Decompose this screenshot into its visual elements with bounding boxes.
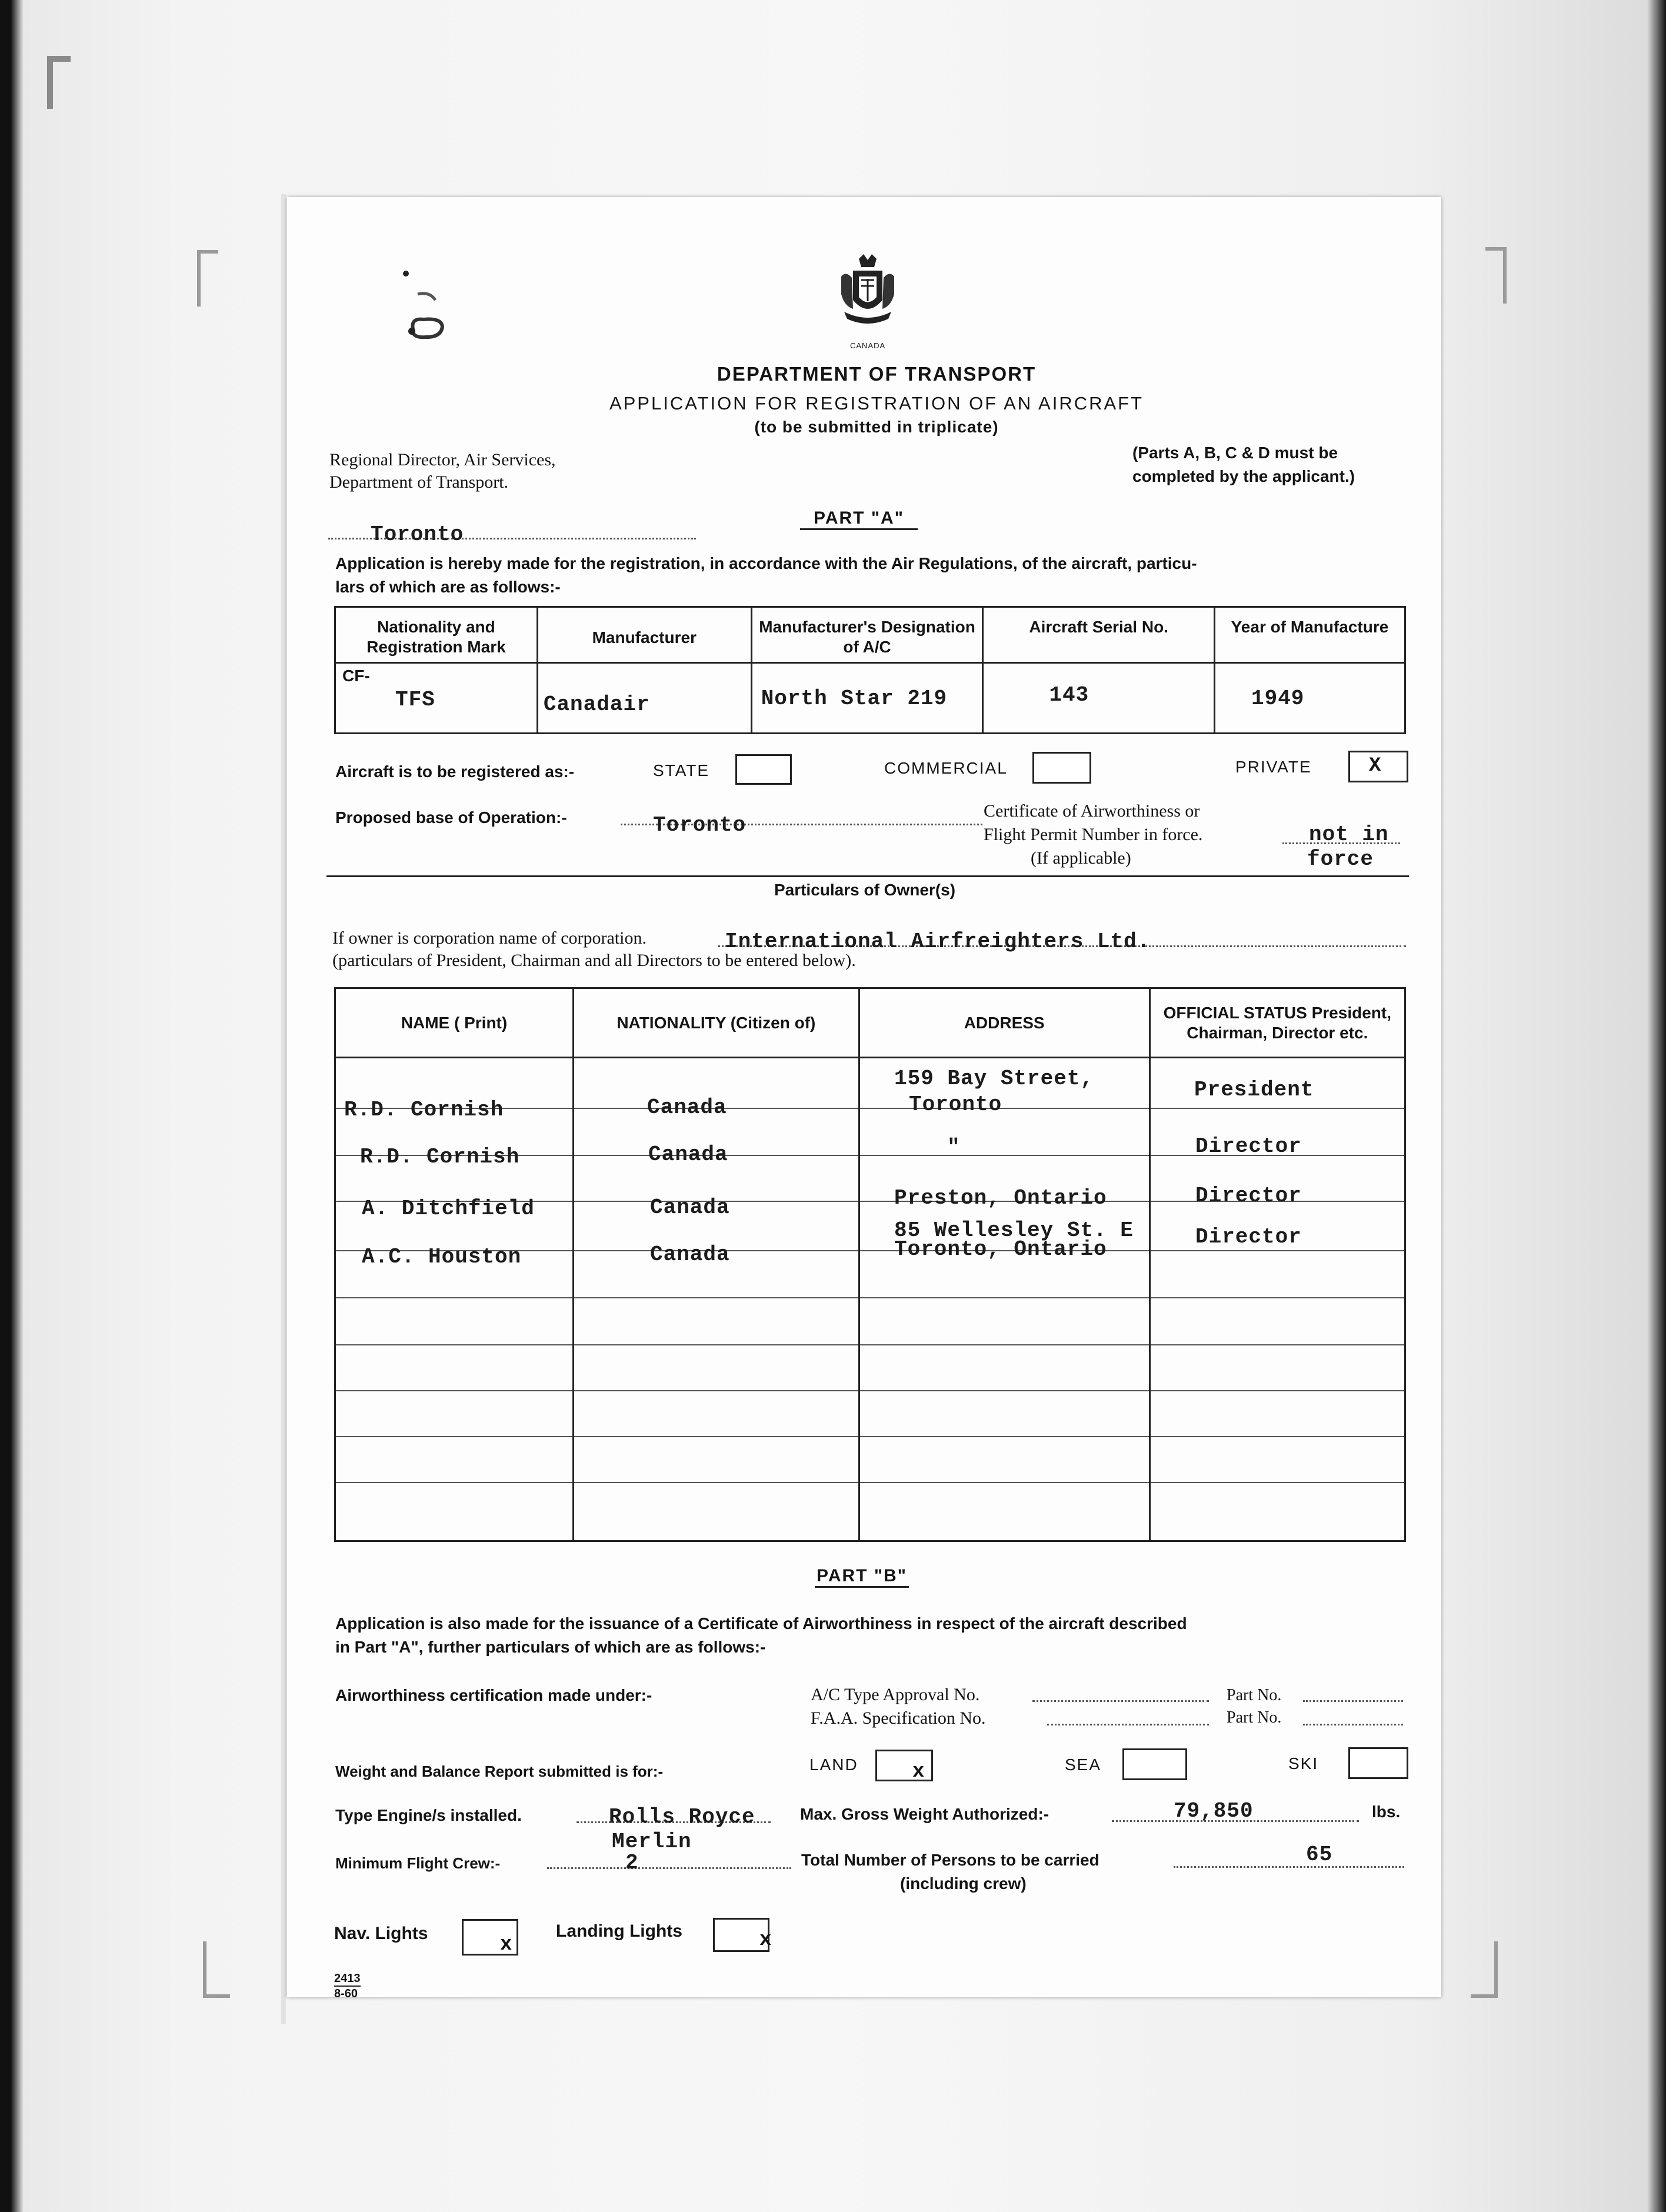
- form-number-line2: 8-60: [334, 1987, 358, 2000]
- engine-value-line1: Rolls Royce: [609, 1805, 755, 1829]
- private-label: PRIVATE: [1235, 758, 1312, 776]
- commercial-label: COMMERCIAL: [884, 759, 1008, 777]
- sea-label: SEA: [1065, 1755, 1102, 1774]
- crest-caption: CANADA: [850, 341, 886, 350]
- faa-spec-dotted-line[interactable]: [1047, 1723, 1209, 1725]
- ink-scribble: [400, 268, 459, 368]
- part-a-intro-line2: lars of which are as follows:-: [335, 578, 561, 596]
- cell-designation[interactable]: [751, 663, 983, 734]
- header-manufacturer: Manufacturer: [537, 607, 751, 663]
- base-operation-value: Toronto: [653, 813, 747, 837]
- type-approval-label: A/C Type Approval No.: [811, 1685, 980, 1704]
- coat-of-arms-icon: [835, 253, 900, 347]
- type-approval-dotted-line[interactable]: [1032, 1699, 1209, 1702]
- persons-note: (including crew): [900, 1874, 1027, 1893]
- serial-no-value: 143: [1049, 683, 1089, 707]
- ski-checkbox[interactable]: [1348, 1747, 1408, 1779]
- corporation-label: If owner is corporation name of corporation.: [332, 928, 647, 948]
- registered-as-label: Aircraft is to be registered as:-: [335, 762, 575, 781]
- weight-balance-label: Weight and Balance Report submitted is for:-: [335, 1763, 664, 1780]
- owner-1-status: President: [1194, 1078, 1314, 1102]
- parts-note-line1: (Parts A, B, C & D must be: [1132, 444, 1338, 462]
- form-subtitle: (to be submitted in triplicate): [754, 418, 999, 436]
- crew-value: 2: [625, 1851, 639, 1875]
- landing-lights-checkbox[interactable]: x: [713, 1918, 769, 1952]
- owner-1-address-line1: 159 Bay Street,: [894, 1067, 1094, 1091]
- max-weight-value: 79,850: [1174, 1799, 1254, 1823]
- department-title: DEPARTMENT OF TRANSPORT: [717, 363, 1037, 385]
- owner-4-address-line1: 85 Wellesley St. E: [894, 1218, 1134, 1242]
- private-checkbox[interactable]: X: [1348, 751, 1408, 782]
- addressee-line2: Department of Transport.: [329, 472, 509, 492]
- land-label: LAND: [809, 1755, 858, 1774]
- corporation-note: (particulars of President, Chairman and all Directors to be entered below).: [332, 951, 856, 970]
- corner-mark-top-left: [47, 56, 71, 109]
- part-no-dotted-line-1[interactable]: [1303, 1699, 1403, 1702]
- part-a-intro-line1: Application is hereby made for the registration, in accordance with the Air Regulations, of the aircraft, particu-: [335, 554, 1197, 572]
- corporation-value: International Airfreighters Ltd.: [725, 930, 1151, 954]
- part-b-intro-line2: in Part "A", further particulars of which are as follows:-: [335, 1638, 766, 1656]
- part-b-intro-line1: Application is also made for the issuance of a Certificate of Airworthiness in respect of the aircraft described: [335, 1614, 1187, 1633]
- state-label: STATE: [653, 761, 710, 779]
- owner-2-address: ": [947, 1135, 961, 1160]
- certificate-value-line2: force: [1307, 847, 1374, 871]
- place-value: Toronto: [371, 522, 464, 547]
- landing-lights-label: Landing Lights: [556, 1921, 682, 1941]
- form-number-line1: 2413: [334, 1972, 361, 1987]
- owner-1-name: R.D. Cornish: [344, 1098, 504, 1122]
- corner-mark-right-lower: [1471, 1941, 1498, 1998]
- owners-heading: Particulars of Owner(s): [774, 881, 956, 899]
- owner-2-name: R.D. Cornish: [360, 1145, 520, 1169]
- corner-mark-right-upper: [1485, 247, 1507, 304]
- year-value: 1949: [1251, 687, 1305, 711]
- certification-label: Airworthiness certification made under:-: [335, 1686, 652, 1704]
- crew-dotted-line: [547, 1866, 791, 1869]
- aircraft-particulars-table: [334, 606, 1406, 734]
- parts-note-line2: completed by the applicant.): [1132, 467, 1355, 485]
- sea-checkbox[interactable]: [1122, 1748, 1187, 1780]
- engine-value-line2: Merlin: [612, 1830, 692, 1854]
- registration-mark-value: TFS: [395, 688, 435, 712]
- header-year: Year of Manufacture: [1214, 607, 1405, 663]
- persons-label: Total Number of Persons to be carried: [801, 1851, 1099, 1869]
- header-nationality: NATIONALITY (Citizen of): [574, 988, 859, 1058]
- owner-2-status: Director: [1195, 1134, 1302, 1158]
- corner-mark-left-lower: [203, 1941, 230, 1998]
- nav-lights-checkbox[interactable]: x: [462, 1919, 518, 1956]
- part-no-label-1: Part No.: [1227, 1686, 1282, 1704]
- owner-1-address-line2: Toronto: [909, 1092, 1002, 1117]
- owner-4-address-line2: Toronto, Ontario: [894, 1237, 1107, 1261]
- cell-registration-mark[interactable]: [335, 663, 538, 734]
- crew-label: Minimum Flight Crew:-: [335, 1854, 501, 1872]
- base-operation-label: Proposed base of Operation:-: [335, 808, 567, 827]
- max-weight-unit: lbs.: [1372, 1803, 1401, 1821]
- cell-year[interactable]: [1214, 663, 1405, 734]
- paper-shadow-edge: [281, 194, 286, 2024]
- cell-manufacturer[interactable]: [537, 663, 751, 734]
- manufacturer-value: Canadair: [543, 692, 650, 717]
- designation-value: North Star 219: [761, 687, 948, 711]
- header-official-status: OFFICIAL STATUS President, Chairman, Director etc.: [1149, 988, 1405, 1058]
- owner-1-nationality: Canada: [647, 1095, 727, 1120]
- part-b-heading: PART "B": [815, 1566, 909, 1588]
- ski-label: SKI: [1288, 1754, 1319, 1773]
- owner-3-status: Director: [1195, 1184, 1302, 1208]
- header-address: ADDRESS: [859, 988, 1149, 1058]
- corner-mark-left-upper: [197, 250, 218, 307]
- owner-4-status: Director: [1195, 1225, 1302, 1249]
- max-weight-label: Max. Gross Weight Authorized:-: [800, 1805, 1049, 1823]
- persons-value: 65: [1306, 1843, 1333, 1867]
- land-checkbox[interactable]: x: [875, 1750, 933, 1781]
- state-checkbox[interactable]: [735, 754, 792, 785]
- owner-2-nationality: Canada: [648, 1142, 728, 1167]
- header-nationality-mark: Nationality and Registration Mark: [335, 607, 538, 663]
- certificate-label-line1: Certificate of Airworthiness or: [984, 801, 1200, 821]
- form-title: APPLICATION FOR REGISTRATION OF AN AIRCRAFT: [609, 393, 1144, 414]
- certificate-value-line1: not in: [1309, 822, 1389, 847]
- addressee-line1: Regional Director, Air Services,: [329, 450, 556, 469]
- faa-spec-label: F.A.A. Specification No.: [811, 1708, 986, 1728]
- nav-lights-label: Nav. Lights: [334, 1924, 428, 1943]
- owner-3-address: Preston, Ontario: [894, 1186, 1107, 1210]
- part-no-dotted-line-2[interactable]: [1303, 1723, 1403, 1725]
- cell-serial-no[interactable]: [983, 663, 1215, 734]
- registration-prefix: CF-: [342, 667, 370, 685]
- owner-4-nationality: Canada: [650, 1242, 730, 1267]
- commercial-checkbox[interactable]: [1032, 752, 1091, 784]
- part-no-label-2: Part No.: [1227, 1708, 1282, 1727]
- persons-dotted-line: [1174, 1865, 1404, 1868]
- owner-3-name: A. Ditchfield: [362, 1197, 535, 1221]
- section-divider: [326, 875, 1409, 877]
- header-name: NAME ( Print): [335, 988, 574, 1058]
- owner-4-name: A.C. Houston: [362, 1245, 522, 1269]
- certificate-label-line3: (If applicable): [1031, 848, 1131, 868]
- owner-3-nationality: Canada: [650, 1195, 730, 1220]
- part-a-heading: PART "A": [800, 508, 918, 530]
- header-designation: Manufacturer's Designation of A/C: [751, 607, 983, 663]
- certificate-label-line2: Flight Permit Number in force.: [984, 825, 1203, 844]
- header-serial-no: Aircraft Serial No.: [983, 607, 1215, 663]
- engine-label: Type Engine/s installed.: [335, 1806, 522, 1824]
